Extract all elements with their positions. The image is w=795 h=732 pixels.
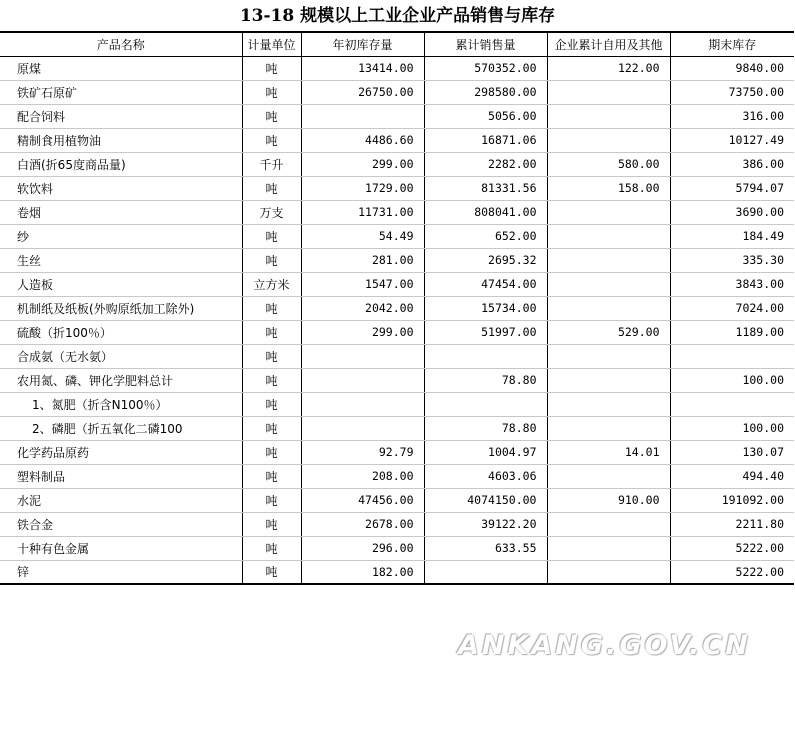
opening-stock-cell [301,368,424,392]
cumulative-sales-cell: 1004.97 [424,440,547,464]
closing-stock-cell: 5222.00 [670,560,794,584]
table-row [0,512,794,536]
closing-stock-cell [670,344,794,368]
self-use-other-cell [547,128,670,152]
table-row [0,320,794,344]
table-row [0,104,794,128]
self-use-other-cell [547,80,670,104]
cumulative-sales-cell: 808041.00 [424,200,547,224]
closing-stock-cell: 494.40 [670,464,794,488]
closing-stock-cell: 386.00 [670,152,794,176]
closing-stock-cell: 184.49 [670,224,794,248]
unit-cell: 吨 [242,56,301,80]
cumulative-sales-cell: 78.80 [424,368,547,392]
cumulative-sales-cell [424,344,547,368]
opening-stock-cell: 47456.00 [301,488,424,512]
unit-cell: 吨 [242,248,301,272]
closing-stock-cell: 100.00 [670,368,794,392]
sales-inventory-table [0,31,794,585]
column-header-unit: 计量单位 [242,32,301,56]
cumulative-sales-cell: 633.55 [424,536,547,560]
table-body [0,56,794,584]
self-use-other-cell [547,272,670,296]
product-name-cell: 硫酸（折100％） [0,320,242,344]
cumulative-sales-cell: 39122.20 [424,512,547,536]
closing-stock-cell [670,392,794,416]
closing-stock-cell: 1189.00 [670,320,794,344]
product-name-cell: 塑料制品 [0,464,242,488]
product-name-cell: 铁合金 [0,512,242,536]
product-name-cell: 原煤 [0,56,242,80]
cumulative-sales-cell: 4074150.00 [424,488,547,512]
opening-stock-cell: 208.00 [301,464,424,488]
cumulative-sales-cell: 47454.00 [424,272,547,296]
opening-stock-cell: 13414.00 [301,56,424,80]
cumulative-sales-cell: 51997.00 [424,320,547,344]
opening-stock-cell [301,392,424,416]
table-row [0,560,794,584]
header-row [0,32,794,56]
product-name-cell: 人造板 [0,272,242,296]
cumulative-sales-cell: 16871.06 [424,128,547,152]
unit-cell: 吨 [242,488,301,512]
column-header-opening-stock: 年初库存量 [301,32,424,56]
table-row [0,392,794,416]
unit-cell: 吨 [242,560,301,584]
opening-stock-cell: 1547.00 [301,272,424,296]
unit-cell: 吨 [242,416,301,440]
table-row [0,176,794,200]
unit-cell: 吨 [242,440,301,464]
unit-cell: 千升 [242,152,301,176]
table-row [0,128,794,152]
self-use-other-cell [547,392,670,416]
product-name-cell: 软饮料 [0,176,242,200]
cumulative-sales-cell: 2695.32 [424,248,547,272]
closing-stock-cell: 5794.07 [670,176,794,200]
unit-cell: 吨 [242,320,301,344]
product-name-cell: 合成氨（无水氨） [0,344,242,368]
opening-stock-cell [301,344,424,368]
closing-stock-cell: 3690.00 [670,200,794,224]
table-row [0,224,794,248]
opening-stock-cell: 1729.00 [301,176,424,200]
column-header-product: 产品名称 [0,32,242,56]
self-use-other-cell [547,512,670,536]
product-name-cell: 机制纸及纸板(外购原纸加工除外) [0,296,242,320]
cumulative-sales-cell: 4603.06 [424,464,547,488]
self-use-other-cell [547,224,670,248]
cumulative-sales-cell: 15734.00 [424,296,547,320]
unit-cell: 吨 [242,80,301,104]
opening-stock-cell: 2678.00 [301,512,424,536]
cumulative-sales-cell: 2282.00 [424,152,547,176]
self-use-other-cell [547,104,670,128]
product-name-cell: 锌 [0,560,242,584]
table-row [0,80,794,104]
unit-cell: 吨 [242,128,301,152]
unit-cell: 万支 [242,200,301,224]
cumulative-sales-cell: 570352.00 [424,56,547,80]
unit-cell: 吨 [242,536,301,560]
opening-stock-cell [301,104,424,128]
unit-cell: 吨 [242,464,301,488]
closing-stock-cell: 130.07 [670,440,794,464]
self-use-other-cell: 158.00 [547,176,670,200]
unit-cell: 吨 [242,392,301,416]
self-use-other-cell: 529.00 [547,320,670,344]
self-use-other-cell [547,296,670,320]
closing-stock-cell: 3843.00 [670,272,794,296]
closing-stock-cell: 100.00 [670,416,794,440]
unit-cell: 吨 [242,176,301,200]
closing-stock-cell: 335.30 [670,248,794,272]
closing-stock-cell: 5222.00 [670,536,794,560]
closing-stock-cell: 191092.00 [670,488,794,512]
table-row [0,368,794,392]
table-row [0,272,794,296]
product-name-cell: 化学药品原药 [0,440,242,464]
column-header-closing-stock: 期末库存 [670,32,794,56]
opening-stock-cell: 92.79 [301,440,424,464]
product-name-cell: 精制食用植物油 [0,128,242,152]
cumulative-sales-cell: 298580.00 [424,80,547,104]
opening-stock-cell: 2042.00 [301,296,424,320]
table-row [0,56,794,80]
closing-stock-cell: 2211.80 [670,512,794,536]
self-use-other-cell [547,416,670,440]
table-row [0,464,794,488]
self-use-other-cell: 14.01 [547,440,670,464]
self-use-other-cell [547,560,670,584]
table-row [0,296,794,320]
product-name-cell: 配合饲料 [0,104,242,128]
product-name-cell: 1、氮肥（折含N100％） [0,392,242,416]
self-use-other-cell [547,368,670,392]
table-row [0,248,794,272]
product-name-cell: 2、磷肥（折五氧化二磷100 [0,416,242,440]
opening-stock-cell: 26750.00 [301,80,424,104]
product-name-cell: 生丝 [0,248,242,272]
table-row [0,344,794,368]
cumulative-sales-cell: 81331.56 [424,176,547,200]
table-row [0,536,794,560]
self-use-other-cell [547,536,670,560]
cumulative-sales-cell [424,392,547,416]
product-name-cell: 水泥 [0,488,242,512]
watermark-logo: ANKANG.GOV.CN [458,630,751,661]
closing-stock-cell: 316.00 [670,104,794,128]
unit-cell: 吨 [242,224,301,248]
table-title: 13-18 规模以上工业企业产品销售与库存 [239,6,556,26]
cumulative-sales-cell: 5056.00 [424,104,547,128]
opening-stock-cell [301,416,424,440]
closing-stock-cell: 9840.00 [670,56,794,80]
table-row [0,152,794,176]
self-use-other-cell [547,200,670,224]
unit-cell: 吨 [242,368,301,392]
table-row [0,440,794,464]
cumulative-sales-cell: 652.00 [424,224,547,248]
closing-stock-cell: 7024.00 [670,296,794,320]
product-name-cell: 纱 [0,224,242,248]
column-header-self-use-other: 企业累计自用及其他 [547,32,670,56]
opening-stock-cell: 4486.60 [301,128,424,152]
unit-cell: 吨 [242,344,301,368]
unit-cell: 立方米 [242,272,301,296]
opening-stock-cell: 54.49 [301,224,424,248]
closing-stock-cell: 10127.49 [670,128,794,152]
cumulative-sales-cell [424,560,547,584]
self-use-other-cell: 910.00 [547,488,670,512]
self-use-other-cell [547,344,670,368]
column-header-cumulative-sales: 累计销售量 [424,32,547,56]
unit-cell: 吨 [242,512,301,536]
unit-cell: 吨 [242,104,301,128]
cumulative-sales-cell: 78.80 [424,416,547,440]
opening-stock-cell: 182.00 [301,560,424,584]
closing-stock-cell: 73750.00 [670,80,794,104]
product-name-cell: 铁矿石原矿 [0,80,242,104]
opening-stock-cell: 281.00 [301,248,424,272]
self-use-other-cell [547,464,670,488]
product-name-cell: 卷烟 [0,200,242,224]
table-row [0,416,794,440]
opening-stock-cell: 299.00 [301,152,424,176]
self-use-other-cell: 122.00 [547,56,670,80]
self-use-other-cell [547,248,670,272]
product-name-cell: 十种有色金属 [0,536,242,560]
unit-cell: 吨 [242,296,301,320]
table-row [0,200,794,224]
opening-stock-cell: 299.00 [301,320,424,344]
opening-stock-cell: 11731.00 [301,200,424,224]
product-name-cell: 农用氮、磷、钾化学肥料总计 [0,368,242,392]
opening-stock-cell: 296.00 [301,536,424,560]
self-use-other-cell: 580.00 [547,152,670,176]
product-name-cell: 白酒(折65度商品量) [0,152,242,176]
table-row [0,488,794,512]
